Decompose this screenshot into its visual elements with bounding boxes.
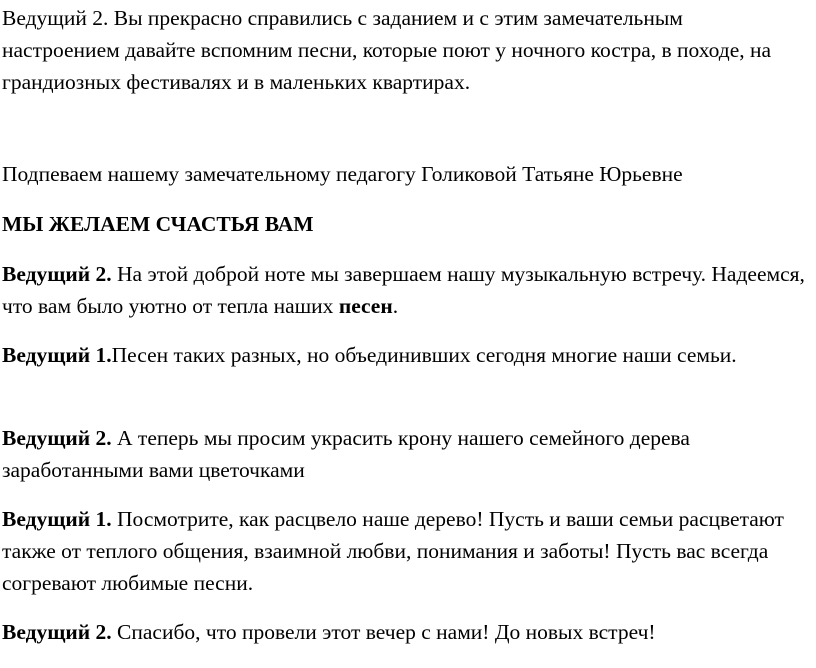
speaker-label: Ведущий 2. xyxy=(2,262,112,286)
song-title-text: МЫ ЖЕЛАЕМ СЧАСТЬЯ ВАМ xyxy=(2,212,314,236)
host2-farewell-paragraph xyxy=(2,616,814,648)
host2-tree-paragraph xyxy=(2,422,802,486)
paragraph-text: На этой доброй ноте мы завершаем нашу музыкальную встречу. Надеемся, что вам было уютно от тепла наших xyxy=(2,262,805,318)
host2-closing-paragraph xyxy=(2,258,812,322)
intro-paragraph xyxy=(2,2,802,98)
bold-word: песен xyxy=(338,294,393,318)
intro-text: Ведущий 2. Вы прекрасно справились с заданием и с этим замечательным настроением давайте вспомним песни, которые поют у ночного костра, в походе, на грандиозных фестивалях и в маленьких квартирах. xyxy=(2,6,772,94)
speaker-label: Ведущий 1. xyxy=(2,343,112,367)
dedication-paragraph xyxy=(2,158,802,190)
dedication-text: Подпеваем нашему замечательному педагогу Голиковой Татьяне Юрьевне xyxy=(2,162,683,186)
paragraph-text: Спасибо, что провели этот вечер с нами! До новых встреч! xyxy=(111,620,656,644)
speaker-label: Ведущий 2. xyxy=(2,426,112,450)
host1-songs-paragraph xyxy=(2,339,802,371)
host1-tree-bloom-paragraph xyxy=(2,503,802,599)
paragraph-text: Посмотрите, как расцвело наше дерево! Пусть и ваши семьи расцветают также от теплого общения, взаимной любви, понимания и заботы! Пусть вас всегда согревают любимые песни. xyxy=(2,507,784,595)
paragraph-text: Песен таких разных, но объединивших сегодня многие наши семьи. xyxy=(111,343,737,367)
paragraph-text-end: . xyxy=(392,294,399,318)
speaker-label: Ведущий 1. xyxy=(2,507,112,531)
song-title xyxy=(2,208,802,240)
paragraph-text: А теперь мы просим украсить крону нашего семейного дерева заработанными вами цветочками xyxy=(2,426,690,482)
speaker-label: Ведущий 2. xyxy=(2,620,112,644)
